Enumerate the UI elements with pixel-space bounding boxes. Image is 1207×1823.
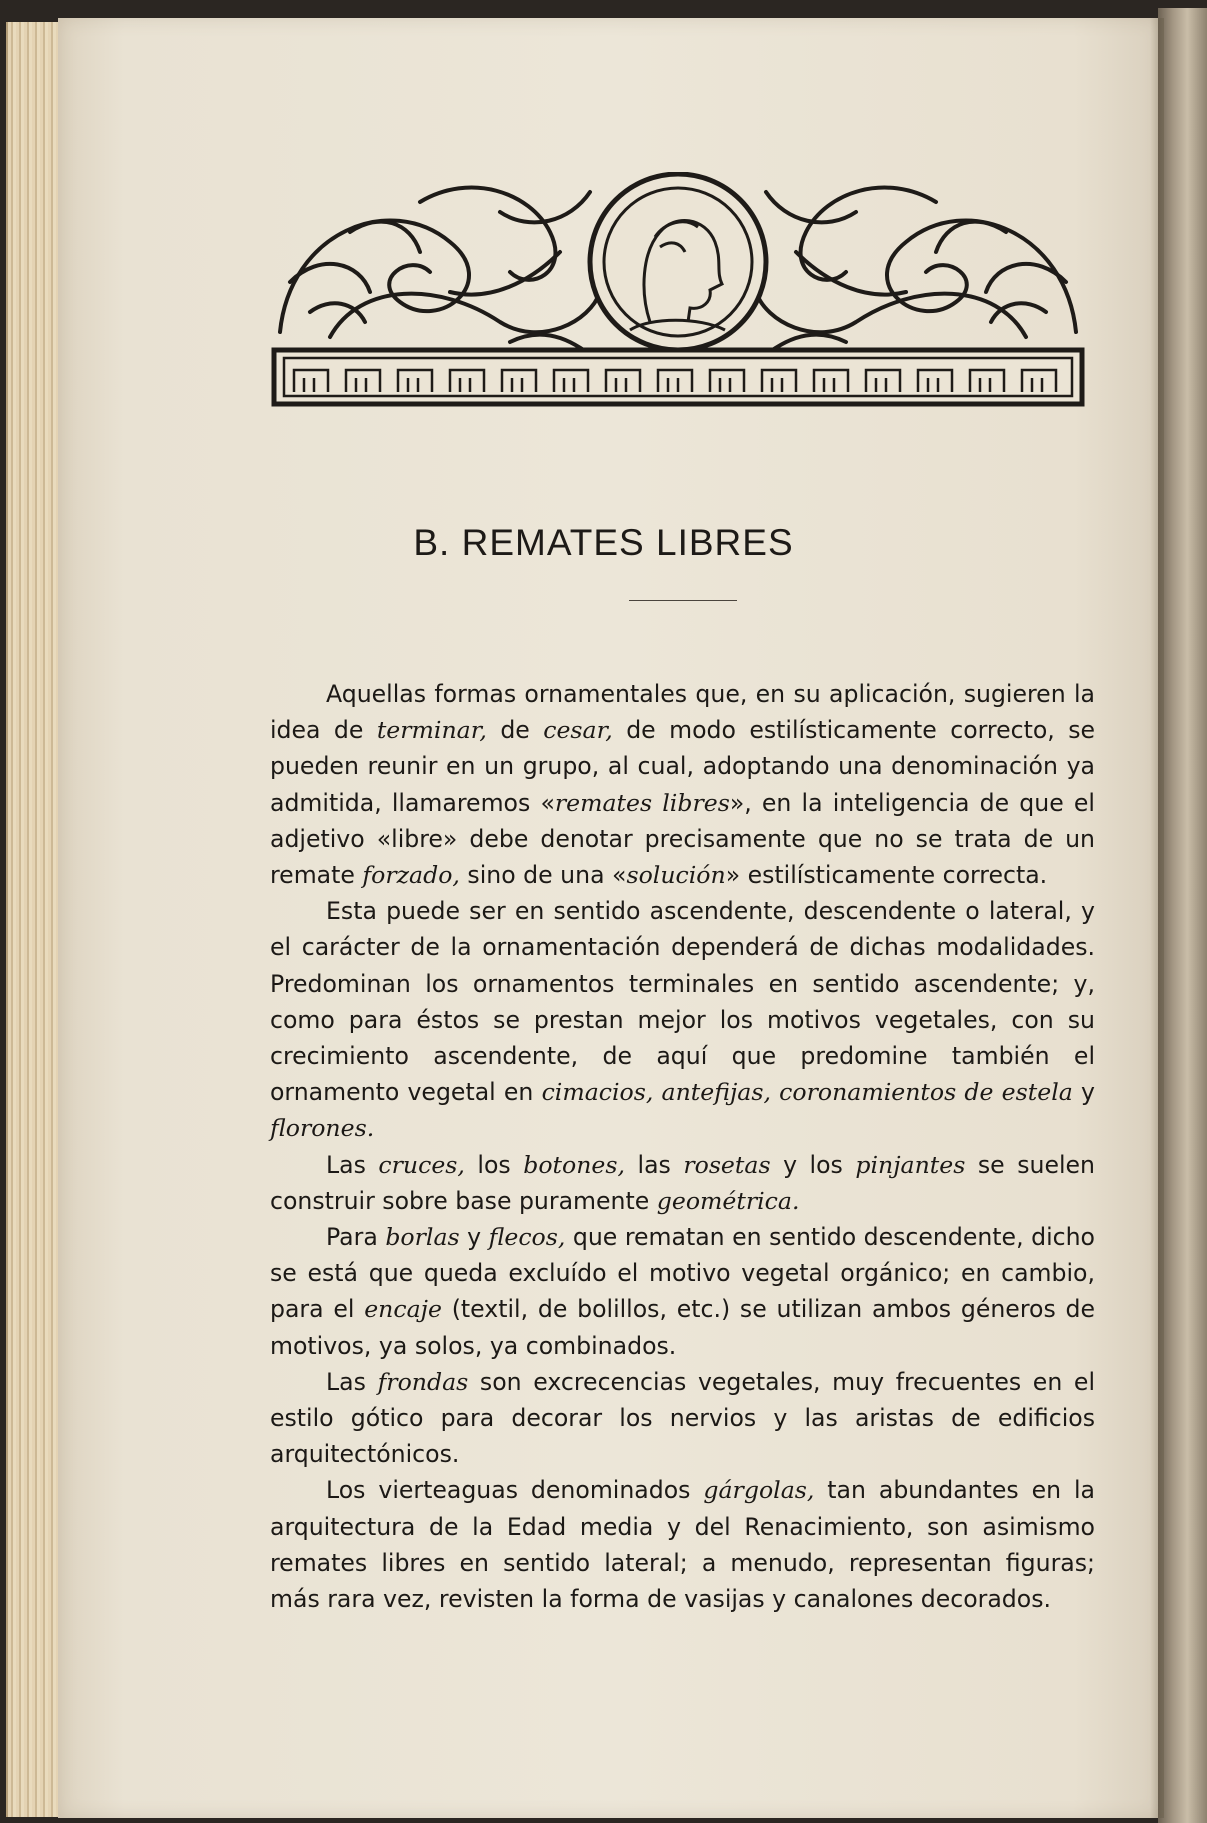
body-text: [270, 676, 1095, 1617]
text-run: tan abundantes en la arquitectura de la Edad media y del Renacimiento, son asimismo remates libres en sentido lateral; a menudo, representan figuras; más rara vez, revisten la forma de vasijas y canalones decorados.: [270, 1476, 1095, 1614]
italic-term: flecos,: [488, 1223, 566, 1252]
text-run: Para: [326, 1223, 386, 1252]
text-run: que rematan en sentido descendente, dicho se está que queda excluído el motivo vegetal orgánico; en cambio, para el: [270, 1223, 1095, 1324]
text-run: Los vierteaguas denominados: [326, 1476, 704, 1505]
paragraph: [270, 1147, 1095, 1219]
italic-term: rosetas: [683, 1150, 771, 1179]
gutter-shadow: [1150, 18, 1164, 1818]
text-run: de: [486, 716, 544, 745]
text-run: y: [1072, 1078, 1095, 1107]
italic-term: solución: [626, 861, 726, 890]
text-run: se suelen construir sobre base puramente: [270, 1150, 1095, 1215]
italic-term: botones,: [523, 1150, 625, 1179]
text-run: Aquellas formas ornamentales que, en su aplicación, sugieren la idea de: [270, 680, 1095, 745]
text-run: Las: [326, 1150, 379, 1179]
text-run: Las: [326, 1367, 378, 1396]
section-heading: B. REMATES LIBRES: [413, 522, 794, 563]
italic-term: cimacios, antefijas, coronamientos de estela: [541, 1078, 1073, 1107]
ornamental-headpiece: [270, 172, 1086, 408]
italic-term: gárgolas,: [703, 1476, 815, 1505]
italic-term: remates libres: [554, 788, 730, 817]
text-run: (textil, de bolillos, etc.) se utilizan ambos géneros de motivos, ya solos, ya combinados.: [270, 1295, 1095, 1360]
text-run: sino de una «: [459, 861, 627, 890]
paragraph: [270, 893, 1095, 1146]
text-run: los: [464, 1150, 524, 1179]
italic-term: forzado,: [362, 861, 460, 890]
text-run: y los: [770, 1150, 856, 1179]
italic-term: florones.: [270, 1114, 375, 1143]
paragraph: [270, 1364, 1095, 1473]
text-run: las: [625, 1150, 684, 1179]
italic-term: borlas: [385, 1223, 460, 1252]
italic-term: pinjantes: [855, 1150, 966, 1179]
paragraph: [270, 1219, 1095, 1364]
text-run: de modo estilísticamente correcto, se pueden reunir en un grupo, al cual, adoptando una denominación ya admitida, llamaremos «: [270, 716, 1096, 817]
binding-edge: [1158, 8, 1207, 1823]
text-run: y: [459, 1223, 489, 1252]
italic-term: encaje: [364, 1295, 442, 1324]
italic-term: frondas: [377, 1367, 469, 1396]
text-run: », en la inteligencia de que el adjetivo «libre» debe denotar precisamente que no se trata de un remate: [270, 788, 1095, 890]
italic-term: cesar,: [543, 716, 613, 745]
text-run: Esta puede ser en sentido ascendente, descendente o lateral, y el carácter de la ornamentación dependerá de dichas modalidades. Predominan los ornamentos terminales en sentido ascendente; y, como para éstos se prestan mejor los motivos vegetales, con su crecimiento ascendente, de aquí que predomine también el ornamento vegetal en: [270, 897, 1095, 1107]
paragraph: [270, 1472, 1095, 1617]
text-run: son excrecencias vegetales, muy frecuentes en el estilo gótico para decorar los nervios y las aristas de edificios arquitectónicos.: [270, 1367, 1095, 1469]
heading-divider: [629, 600, 737, 601]
italic-term: geométrica.: [656, 1186, 800, 1215]
italic-term: cruces,: [378, 1150, 465, 1179]
text-run: » estilísticamente correcta.: [725, 861, 1048, 890]
paragraph: [270, 676, 1095, 893]
italic-term: terminar,: [376, 716, 487, 745]
